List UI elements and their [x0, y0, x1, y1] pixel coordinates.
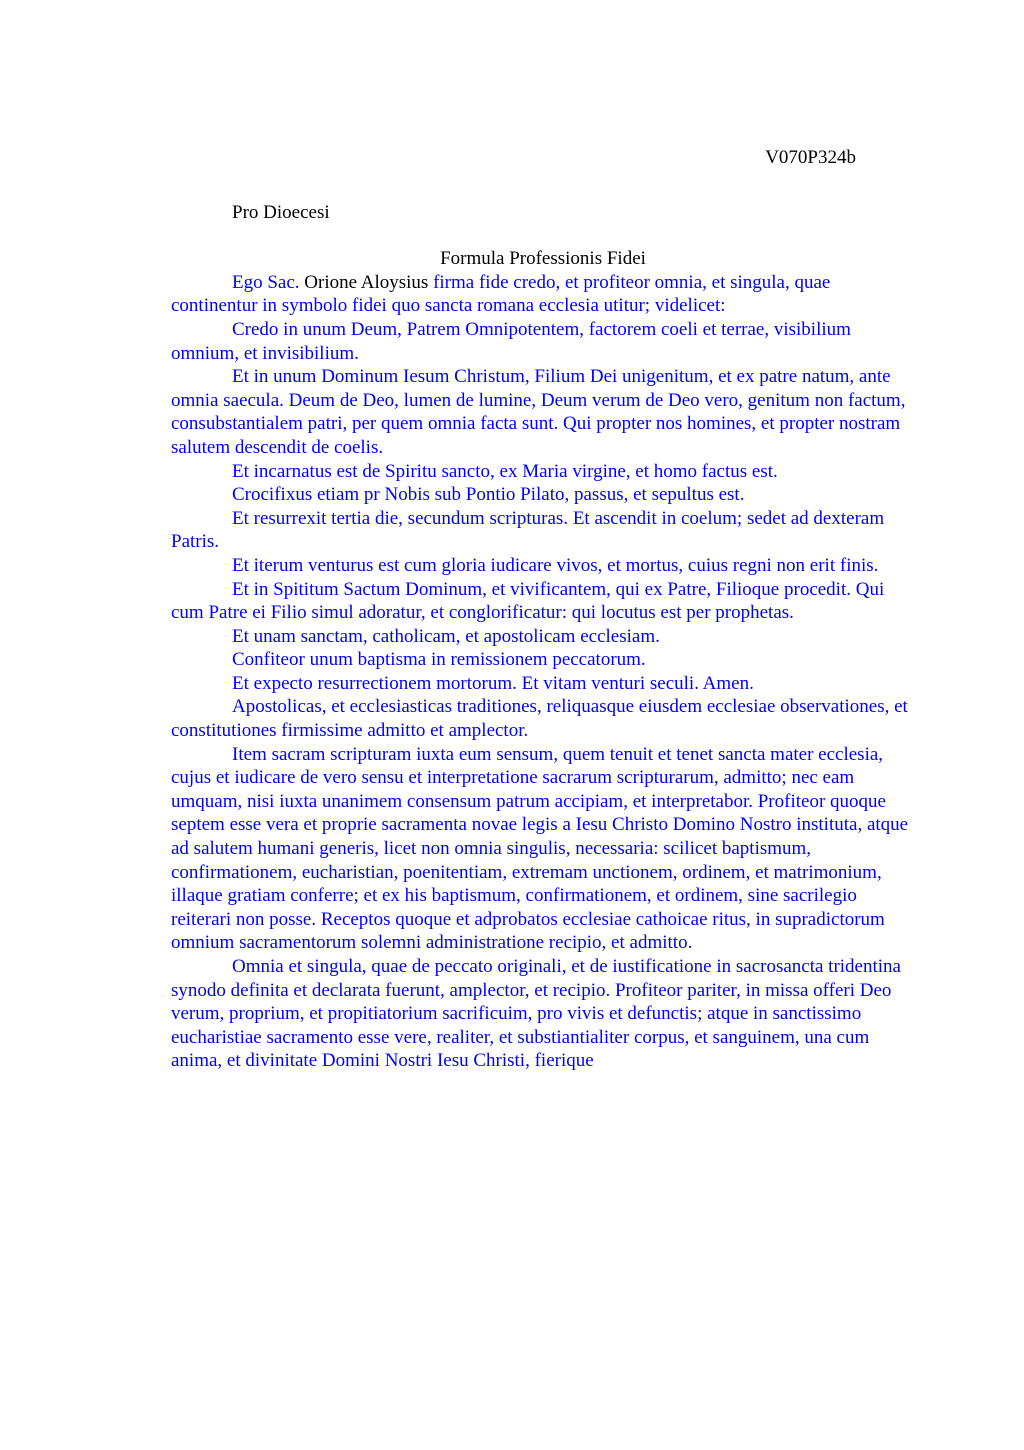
paragraph: Et resurrexit tertia die, secundum scripturas. Et ascendit in coelum; sedet ad dexteram Patris. [171, 507, 885, 553]
intro-prefix: Ego Sac. [232, 271, 300, 293]
paragraph: Et unam sanctam, catholicam, et apostolicam ecclesiam. [232, 625, 660, 647]
paragraph: Omnia et singula, quae de peccato originali, et de iustificatione in sacrosancta tridentina synodo definita et declarata fuerunt, amplector, et recipio. Profiteor pariter, in missa offeri Deo verum, proprium, et propitiatorium sacrificuim, pro vivis et defunctis; atque in sanctissimo eucharistiae sacramento esse vere, realiter, et substiantialiter corpus, et sanguinem, una cum anima, et divinitate Domini Nostri Iesu Christi, fierique [171, 956, 901, 1072]
paragraph: Et expecto resurrectionem mortorum. Et vitam venturi seculi. Amen. [232, 672, 754, 694]
paragraph: Et in Spititum Sactum Dominum, et vivificantem, qui ex Patre, Filioque procedit. Qui cum Patre ei Filio simul adoratur, et conglorificatur: qui locutus est per prophetas. [171, 578, 885, 624]
document-heading: Pro Dioecesi [232, 201, 330, 223]
document-title: Formula Professionis Fidei [440, 248, 646, 270]
intro-text: firma fide credo, et profiteor omnia, et singula, quae continentur in symbolo fidei quo sancta romana ecclesia utitur; videlicet: [171, 271, 831, 317]
paragraph-intro [171, 271, 915, 318]
paragraph: Crocifixus etiam pr Nobis sub Pontio Pilato, passus, et sepultus est. [232, 484, 745, 506]
paragraph: Et in unum Dominum Iesum Christum, Filium Dei unigenitum, et ex patre natum, ante omnia saecula. Deum de Deo, lumen de lumine, Deum verum de Deo vero, genitum non factum, consubstantialem patri, per quem omnia facta sunt. Qui propter nos homines, et propter nostram salutem descendit de coelis. [171, 366, 906, 458]
paragraph: Et incarnatus est de Spiritu sancto, ex Maria virgine, et homo factus est. [232, 460, 778, 482]
paragraph: Apostolicas, et ecclesiasticas traditiones, reliquasque eiusdem ecclesiae observationes, et constitutiones firmissime admitto et amplector. [171, 696, 908, 742]
paragraph: Confiteor unum baptisma in remissionem peccatorum. [232, 649, 646, 671]
document-page [171, 146, 915, 1073]
intro-name: Orione Aloysius [299, 271, 434, 293]
paragraph: Item sacram scripturam iuxta eum sensum, quem tenuit et tenet sancta mater ecclesia, cujus et iudicare de vero sensu et interpretatione sacrarum scripturarum, admitto; nec eam umquam, nisi iuxta unanimem consensum patrum accipiam, et interpretabor. Profiteor quoque septem esse vera et proprie sacramenta novae legis a Iesu Christo Domino Nostro instituta, atque ad salutem humani generis, licet non omnia singulis, necessaria: scilicet baptismum, confirmationem, eucharistian, poenitentiam, extremam unctionem, ordinem, et matrimonium, illaque gratiam conferre; et ex his baptismum, confirmationem, et ordinem, sine sacrilegio reiterari non posse. Receptos quoque et adprobatos ecclesiae cathoicae ritus, in supradictorum omnium sacramentorum solemni administratione recipio, et admitto. [171, 743, 909, 954]
document-reference: V070P324b [765, 147, 856, 168]
paragraph: Credo in unum Deum, Patrem Omnipotentem, factorem coeli et terrae, visibilium omnium, et invisibilium. [171, 318, 851, 364]
paragraph: Et iterum venturus est cum gloria iudicare vivos, et mortus, cuius regni non erit finis. [232, 554, 879, 576]
